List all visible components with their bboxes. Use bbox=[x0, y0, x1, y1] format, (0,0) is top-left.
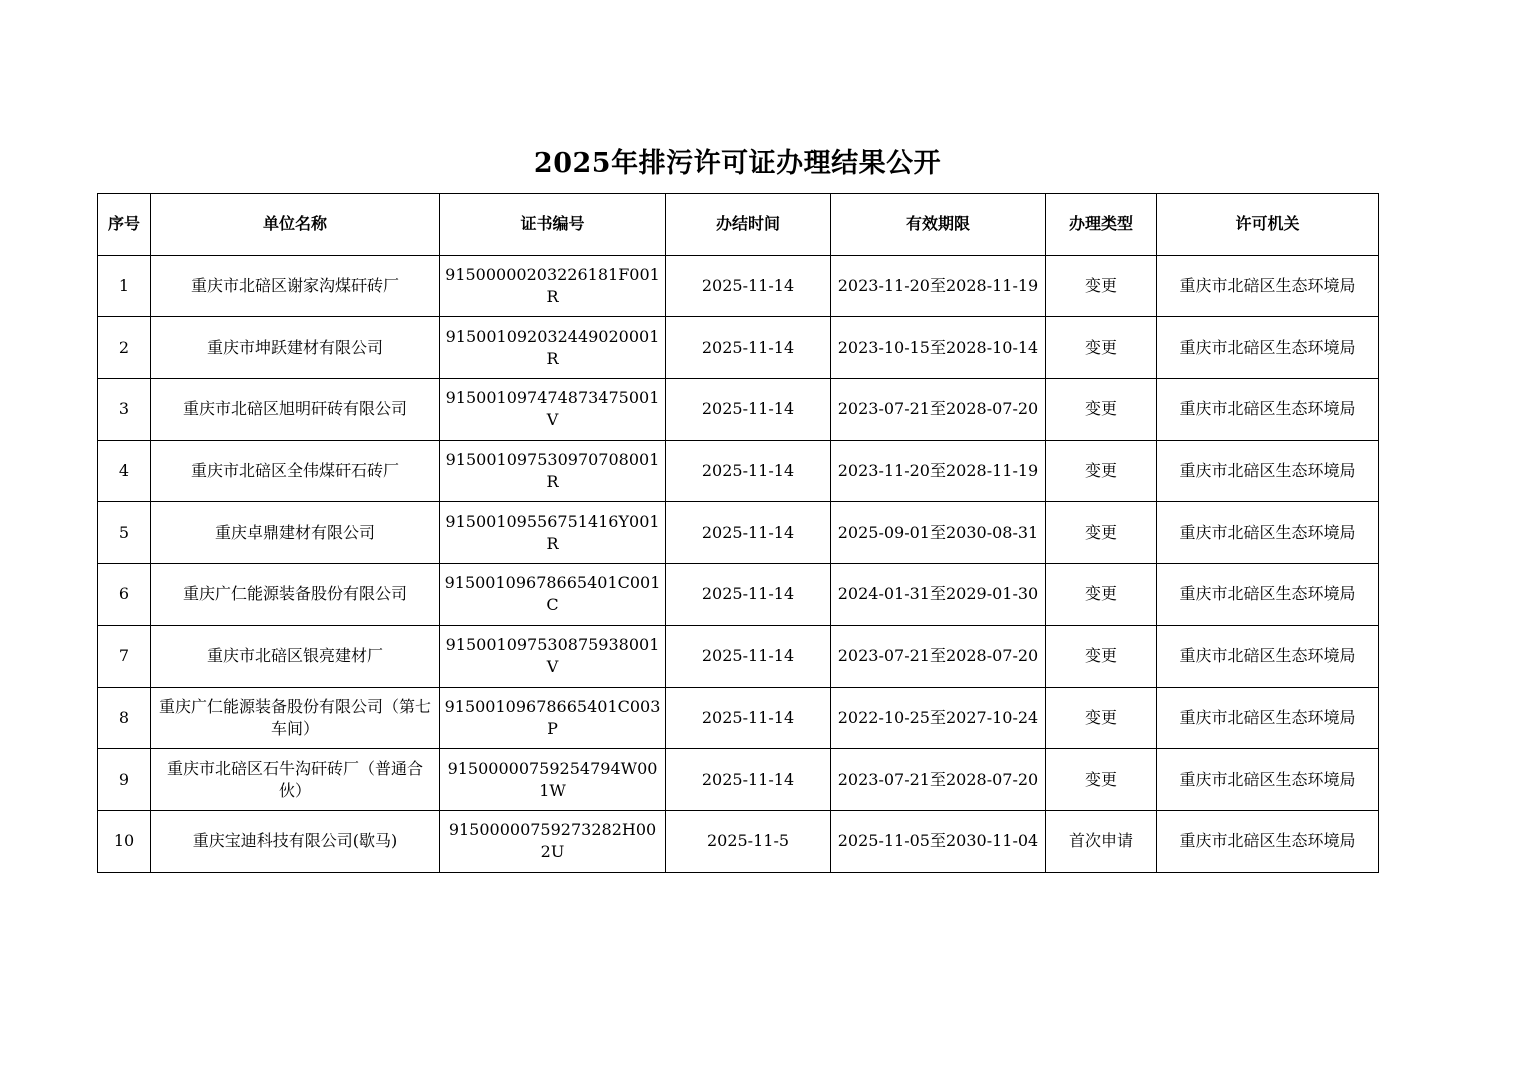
header-validity-period: 有效期限 bbox=[831, 194, 1046, 256]
cell-unit-name: 重庆宝迪科技有限公司(歇马) bbox=[151, 810, 440, 872]
cell-completion-date: 2025-11-14 bbox=[666, 687, 831, 749]
permit-results-table bbox=[97, 193, 1379, 873]
cell-licensing-authority: 重庆市北碚区生态环境局 bbox=[1157, 317, 1379, 379]
cell-validity-period: 2023-07-21至2028-07-20 bbox=[831, 749, 1046, 811]
cell-certificate-number: 915001097530875938001V bbox=[440, 625, 666, 687]
cell-index: 9 bbox=[98, 749, 151, 811]
cell-index: 10 bbox=[98, 810, 151, 872]
cell-certificate-number: 91500109678665401C003P bbox=[440, 687, 666, 749]
table-row bbox=[98, 564, 1379, 626]
cell-validity-period: 2023-07-21至2028-07-20 bbox=[831, 625, 1046, 687]
cell-index: 3 bbox=[98, 379, 151, 441]
cell-processing-type: 变更 bbox=[1046, 440, 1157, 502]
cell-index: 7 bbox=[98, 625, 151, 687]
cell-validity-period: 2025-09-01至2030-08-31 bbox=[831, 502, 1046, 564]
cell-licensing-authority: 重庆市北碚区生态环境局 bbox=[1157, 810, 1379, 872]
cell-certificate-number: 915001092032449020001R bbox=[440, 317, 666, 379]
cell-licensing-authority: 重庆市北碚区生态环境局 bbox=[1157, 687, 1379, 749]
header-certificate-number: 证书编号 bbox=[440, 194, 666, 256]
cell-unit-name: 重庆广仁能源装备股份有限公司（第七车间） bbox=[151, 687, 440, 749]
cell-validity-period: 2025-11-05至2030-11-04 bbox=[831, 810, 1046, 872]
cell-certificate-number: 91500000203226181F001R bbox=[440, 255, 666, 317]
cell-processing-type: 变更 bbox=[1046, 687, 1157, 749]
cell-completion-date: 2025-11-14 bbox=[666, 317, 831, 379]
cell-licensing-authority: 重庆市北碚区生态环境局 bbox=[1157, 440, 1379, 502]
cell-unit-name: 重庆市北碚区旭明矸砖有限公司 bbox=[151, 379, 440, 441]
table-header-row bbox=[98, 194, 1379, 256]
table-row bbox=[98, 625, 1379, 687]
cell-validity-period: 2022-10-25至2027-10-24 bbox=[831, 687, 1046, 749]
table-row bbox=[98, 379, 1379, 441]
cell-processing-type: 变更 bbox=[1046, 749, 1157, 811]
table-row bbox=[98, 749, 1379, 811]
cell-processing-type: 变更 bbox=[1046, 502, 1157, 564]
cell-certificate-number: 915001097474873475001V bbox=[440, 379, 666, 441]
cell-index: 5 bbox=[98, 502, 151, 564]
cell-certificate-number: 91500109556751416Y001R bbox=[440, 502, 666, 564]
cell-index: 1 bbox=[98, 255, 151, 317]
cell-index: 2 bbox=[98, 317, 151, 379]
cell-completion-date: 2025-11-14 bbox=[666, 440, 831, 502]
cell-unit-name: 重庆卓鼎建材有限公司 bbox=[151, 502, 440, 564]
cell-licensing-authority: 重庆市北碚区生态环境局 bbox=[1157, 625, 1379, 687]
cell-completion-date: 2025-11-5 bbox=[666, 810, 831, 872]
document-title: 2025年排污许可证办理结果公开 bbox=[533, 148, 942, 179]
cell-index: 4 bbox=[98, 440, 151, 502]
table-row bbox=[98, 255, 1379, 317]
cell-validity-period: 2023-10-15至2028-10-14 bbox=[831, 317, 1046, 379]
header-index: 序号 bbox=[98, 194, 151, 256]
cell-processing-type: 变更 bbox=[1046, 317, 1157, 379]
header-processing-type: 办理类型 bbox=[1046, 194, 1157, 256]
cell-unit-name: 重庆市北碚区银亮建材厂 bbox=[151, 625, 440, 687]
cell-unit-name: 重庆市北碚区全伟煤矸石砖厂 bbox=[151, 440, 440, 502]
cell-licensing-authority: 重庆市北碚区生态环境局 bbox=[1157, 379, 1379, 441]
cell-processing-type: 变更 bbox=[1046, 379, 1157, 441]
cell-certificate-number: 91500000759254794W001W bbox=[440, 749, 666, 811]
table-row bbox=[98, 440, 1379, 502]
cell-validity-period: 2024-01-31至2029-01-30 bbox=[831, 564, 1046, 626]
header-unit-name: 单位名称 bbox=[151, 194, 440, 256]
cell-unit-name: 重庆市北碚区石牛沟矸砖厂（普通合伙） bbox=[151, 749, 440, 811]
table-row bbox=[98, 317, 1379, 379]
cell-certificate-number: 91500109678665401C001C bbox=[440, 564, 666, 626]
cell-index: 6 bbox=[98, 564, 151, 626]
cell-processing-type: 变更 bbox=[1046, 564, 1157, 626]
cell-validity-period: 2023-07-21至2028-07-20 bbox=[831, 379, 1046, 441]
header-completion-date: 办结时间 bbox=[666, 194, 831, 256]
cell-certificate-number: 915001097530970708001R bbox=[440, 440, 666, 502]
cell-validity-period: 2023-11-20至2028-11-19 bbox=[831, 440, 1046, 502]
cell-certificate-number: 91500000759273282H002U bbox=[440, 810, 666, 872]
table-row bbox=[98, 502, 1379, 564]
header-licensing-authority: 许可机关 bbox=[1157, 194, 1379, 256]
table-row bbox=[98, 687, 1379, 749]
cell-completion-date: 2025-11-14 bbox=[666, 749, 831, 811]
cell-unit-name: 重庆市坤跃建材有限公司 bbox=[151, 317, 440, 379]
table-row bbox=[98, 810, 1379, 872]
cell-unit-name: 重庆广仁能源装备股份有限公司 bbox=[151, 564, 440, 626]
cell-index: 8 bbox=[98, 687, 151, 749]
cell-licensing-authority: 重庆市北碚区生态环境局 bbox=[1157, 255, 1379, 317]
cell-completion-date: 2025-11-14 bbox=[666, 255, 831, 317]
cell-processing-type: 变更 bbox=[1046, 625, 1157, 687]
cell-completion-date: 2025-11-14 bbox=[666, 564, 831, 626]
cell-licensing-authority: 重庆市北碚区生态环境局 bbox=[1157, 502, 1379, 564]
cell-completion-date: 2025-11-14 bbox=[666, 625, 831, 687]
cell-completion-date: 2025-11-14 bbox=[666, 379, 831, 441]
cell-processing-type: 首次申请 bbox=[1046, 810, 1157, 872]
cell-completion-date: 2025-11-14 bbox=[666, 502, 831, 564]
cell-processing-type: 变更 bbox=[1046, 255, 1157, 317]
cell-validity-period: 2023-11-20至2028-11-19 bbox=[831, 255, 1046, 317]
cell-licensing-authority: 重庆市北碚区生态环境局 bbox=[1157, 749, 1379, 811]
cell-unit-name: 重庆市北碚区谢家沟煤矸砖厂 bbox=[151, 255, 440, 317]
cell-licensing-authority: 重庆市北碚区生态环境局 bbox=[1157, 564, 1379, 626]
